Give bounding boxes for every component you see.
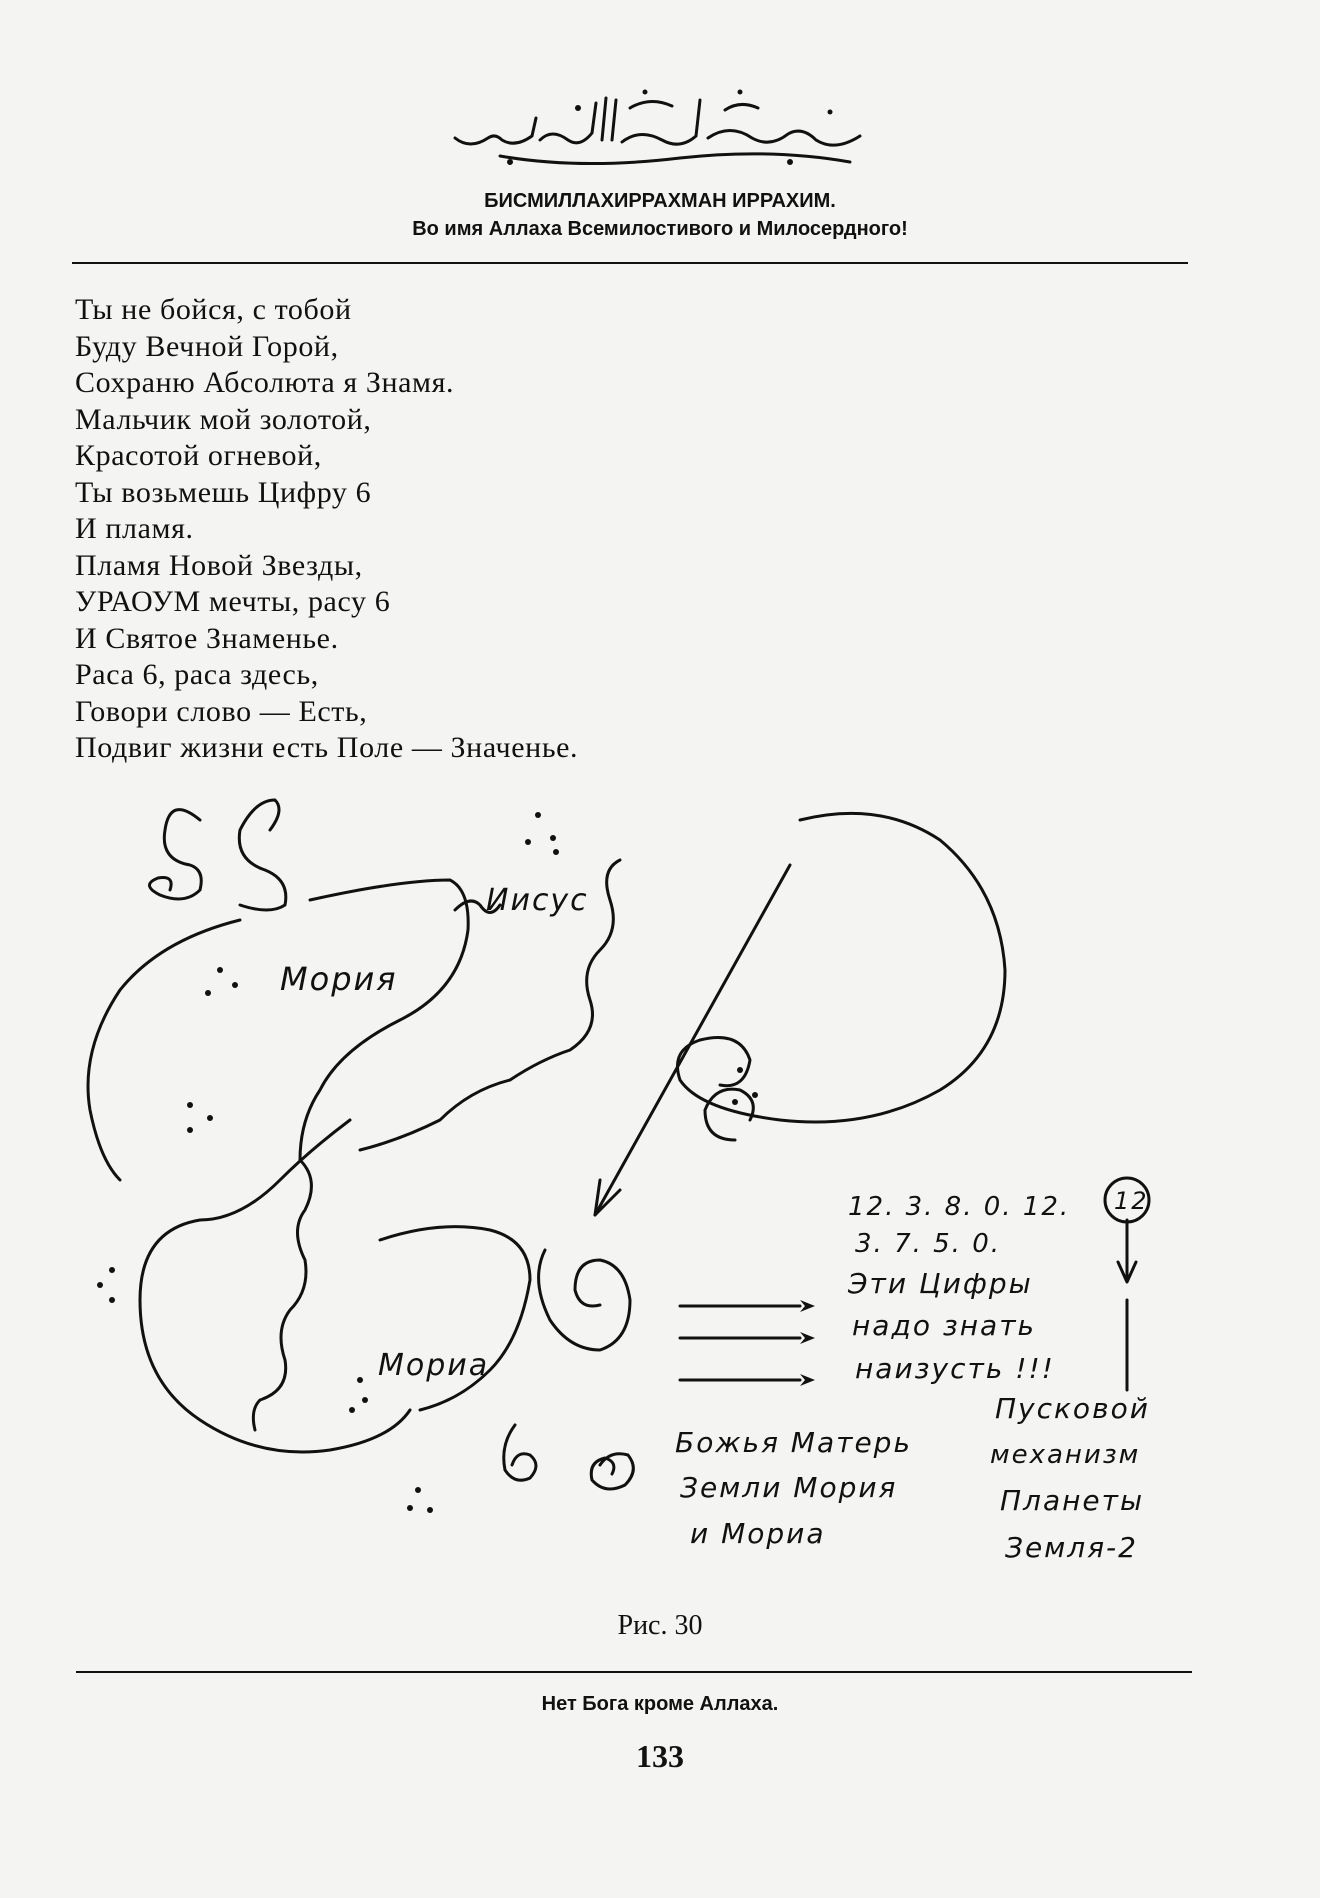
page-number: 133 xyxy=(636,1738,684,1774)
diagonal-arrow xyxy=(595,865,790,1215)
poem-line: И Святое Знаменье. xyxy=(75,621,339,655)
numbers-line-1: 12. 3. 8. 0. 12. xyxy=(848,1192,1071,1222)
diagonal-arrowhead xyxy=(595,1180,620,1215)
launch-line-3: Планеты xyxy=(1000,1484,1145,1517)
label-iisus: Иисус xyxy=(486,883,589,918)
top-left-swirl-2 xyxy=(239,800,286,910)
poem-line: Мальчик мой золотой, xyxy=(75,402,372,436)
figure-caption: Рис. 30 xyxy=(617,1610,703,1641)
poem-line: Сохраню Абсолюта я Знамя. xyxy=(75,366,455,399)
header-subtitle: Во имя Аллаха Всемилостивого и Милосердного! xyxy=(412,218,908,240)
label-moria: Мориа xyxy=(378,1348,490,1383)
left-big-curve xyxy=(88,920,240,1180)
mother-line-3: и Мориа xyxy=(690,1517,826,1550)
small-six xyxy=(504,1425,536,1480)
poem-line: Ты не бойся, с тобой xyxy=(75,293,352,326)
top-divider xyxy=(72,262,1188,264)
poem-line: Буду Вечной Горой, xyxy=(75,329,339,363)
six-shape xyxy=(539,1250,630,1350)
left-s-curve xyxy=(140,1120,410,1452)
poem-line: Ты возьмешь Цифру 6 xyxy=(75,475,372,509)
arrowhead-2 xyxy=(800,1332,815,1344)
big-right-loop xyxy=(678,813,1006,1122)
poem-line: Пламя Новой Звезды, xyxy=(75,548,363,582)
top-left-swirl xyxy=(149,810,201,899)
circle-number: 12 xyxy=(1114,1187,1149,1215)
poem-line: УРАОУМ мечты, расу 6 xyxy=(75,585,391,618)
launch-line-1: Пусковой xyxy=(995,1392,1150,1425)
numbers-line-2: 3. 7. 5. 0. xyxy=(855,1229,1002,1259)
center-wavy-2 xyxy=(253,1160,311,1430)
note-line-1: Эти Цифры xyxy=(848,1267,1033,1300)
launch-line-4: Земля-2 xyxy=(1005,1531,1138,1564)
figure-drawing xyxy=(0,780,1320,1580)
note-line-2: надо знать xyxy=(852,1309,1037,1342)
poem-line: И пламя. xyxy=(75,512,194,545)
arrowhead-1 xyxy=(800,1300,815,1312)
poem-line: Красотой огневой, xyxy=(75,439,322,472)
poem-line: Раса 6, раса здесь, xyxy=(75,658,319,691)
poem xyxy=(75,292,578,767)
poem-line: Говори слово — Есть, xyxy=(75,694,368,728)
launch-line-2: механизм xyxy=(990,1440,1141,1470)
small-spiral xyxy=(591,1454,633,1489)
poem-line: Подвиг жизни есть Поле — Значенье. xyxy=(75,731,579,764)
header-title: БИСМИЛЛАХИРРАХМАН ИРРАХИМ. xyxy=(484,190,836,212)
bismillah-calligraphy xyxy=(440,78,880,178)
label-moriya-top: Мория xyxy=(280,960,398,998)
mother-line-1: Божья Матерь xyxy=(675,1426,912,1459)
mother-line-2: Земли Мория xyxy=(680,1471,898,1504)
arrowhead-3 xyxy=(800,1374,815,1386)
footer-text: Нет Бога кроме Аллаха. xyxy=(541,1693,779,1715)
note-line-3: наизусть !!! xyxy=(855,1352,1055,1385)
bottom-divider xyxy=(76,1671,1192,1673)
